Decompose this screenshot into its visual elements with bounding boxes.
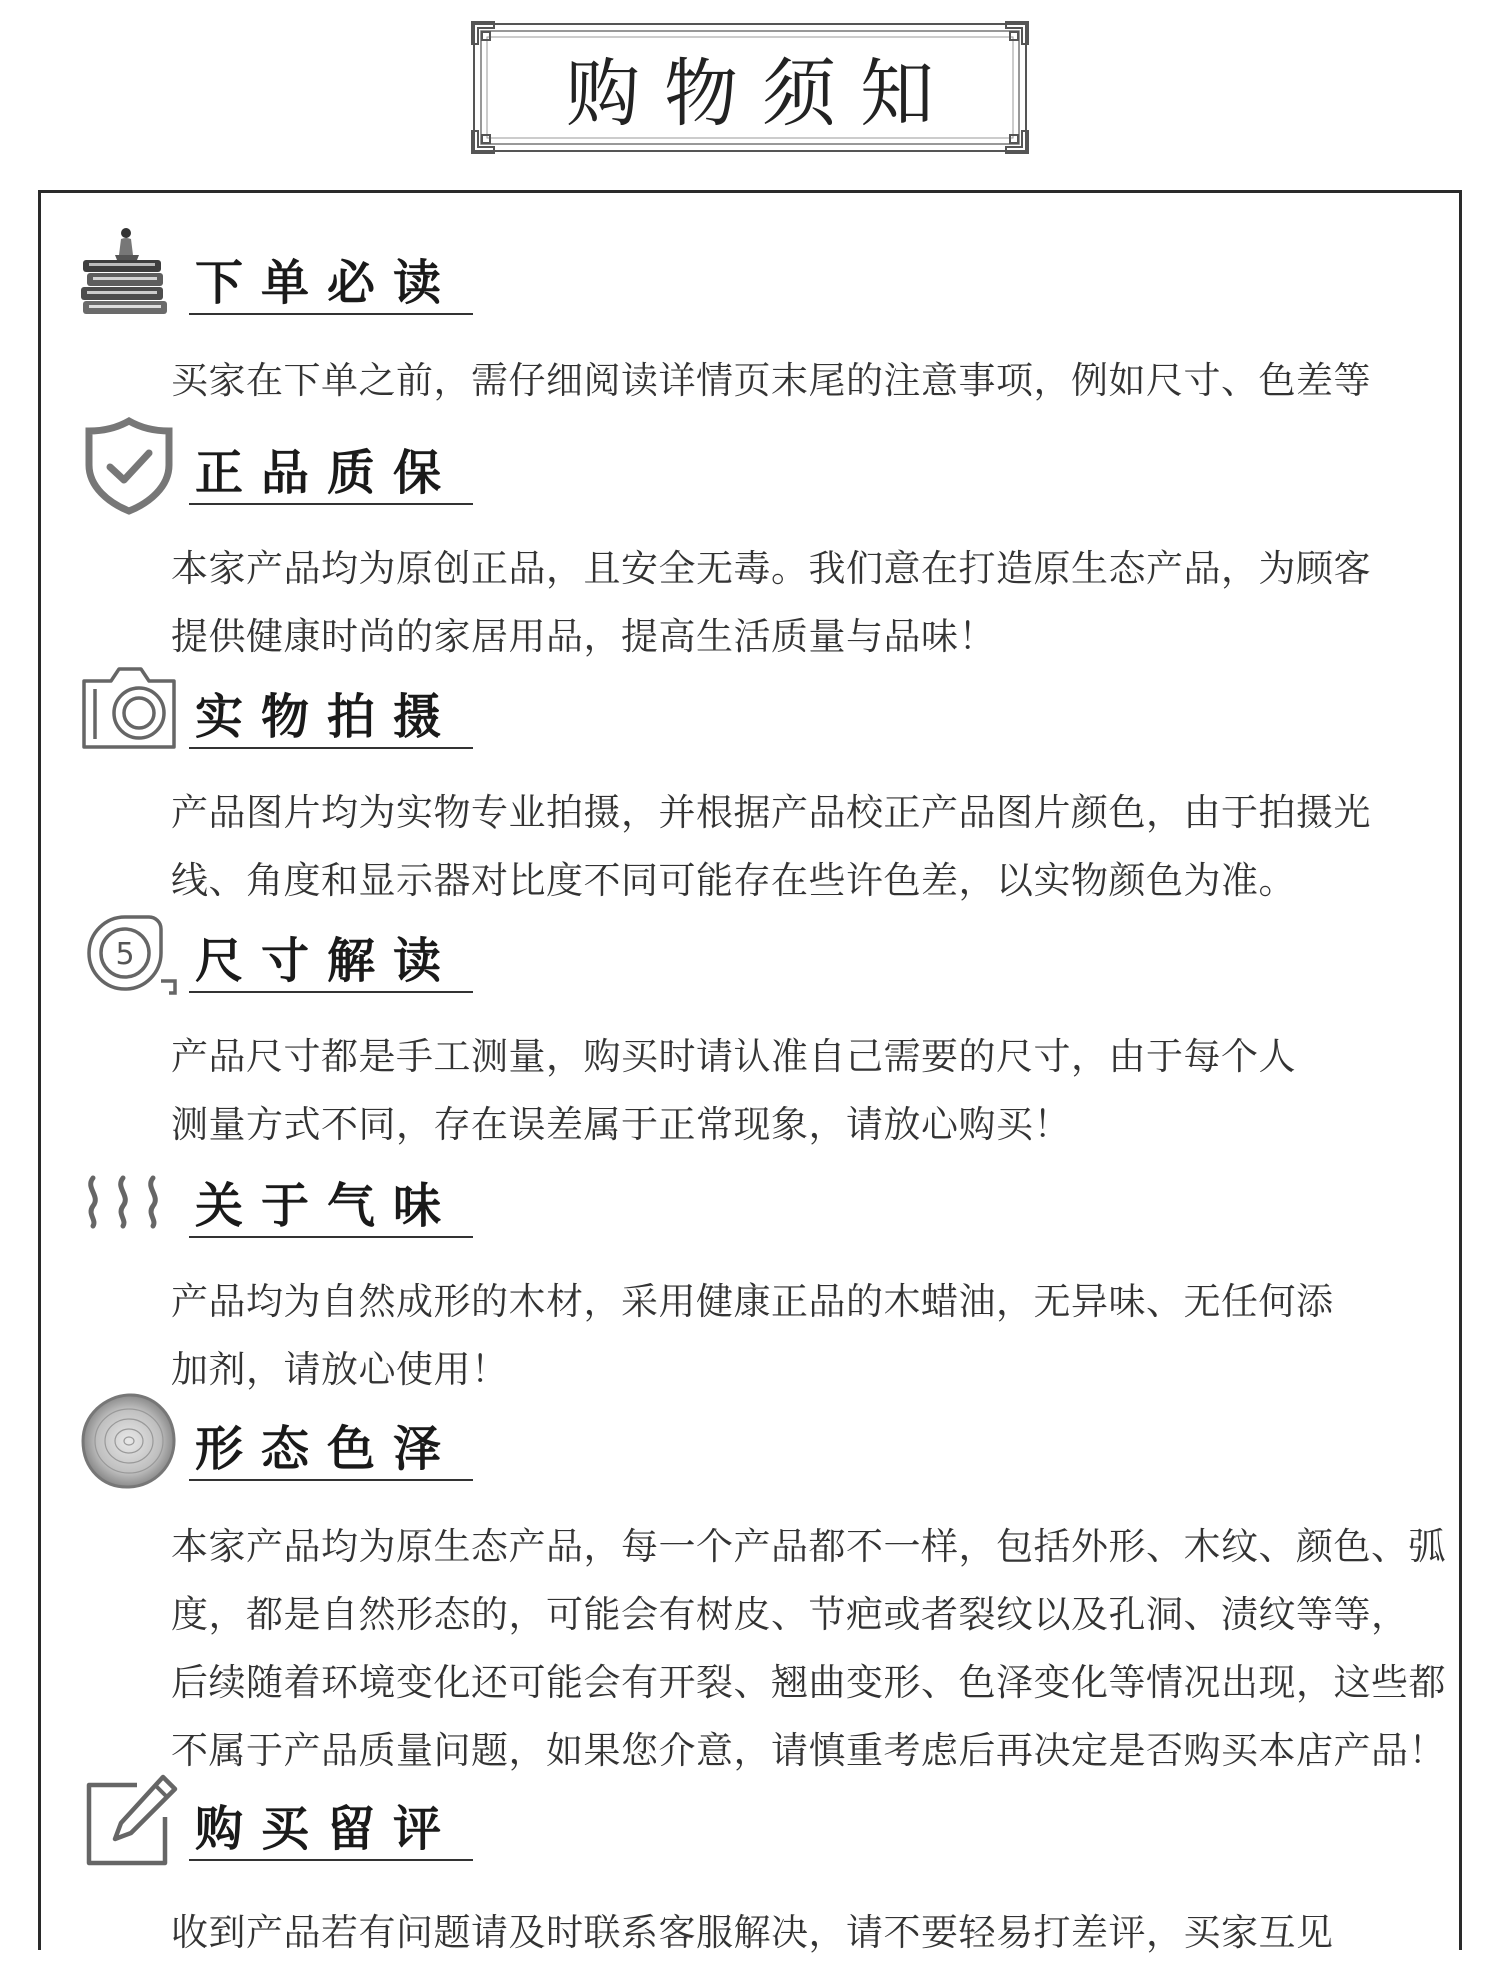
stacked-books-reader-icon [79, 225, 179, 325]
odor-waves-icon [79, 1148, 179, 1248]
section-body [171, 1268, 1471, 1404]
body-line: 产品图片均为实物专业拍摄，并根据产品校正产品图片颜色，由于拍摄光 [171, 791, 1371, 834]
tape-measure-icon [79, 903, 179, 1003]
body-line: 线、角度和显示器对比度不同可能存在些许色差，以实物颜色为准。 [171, 859, 1296, 902]
notice-panel [38, 190, 1462, 1954]
camera-icon [79, 659, 179, 759]
section-title: 正品质保 [195, 445, 460, 501]
section-title: 购买留评 [195, 1801, 460, 1857]
body-line: 测量方式不同，存在误差属于正常现象，请放心购买！ [171, 1103, 1071, 1146]
section-header [189, 1176, 473, 1238]
body-line: 加剂，请放心使用！ [171, 1348, 509, 1391]
section-title: 尺寸解读 [195, 933, 460, 989]
section-header [189, 1419, 473, 1481]
edit-pen-icon [79, 1771, 179, 1871]
body-line: 本家产品均为原创正品，且安全无毒。我们意在打造原生态产品，为顾客 [171, 547, 1371, 590]
section-title: 形态色泽 [195, 1421, 460, 1477]
section-body [171, 779, 1471, 915]
section-body [171, 535, 1471, 671]
body-line: 产品均为自然成形的木材，采用健康正品的木蜡油，无异味、无任何添 [171, 1280, 1334, 1323]
wood-slice-icon [79, 1391, 179, 1491]
section-title: 关于气味 [195, 1178, 460, 1234]
body-line: 不属于产品质量问题，如果您介意，请慎重考虑后再决定是否购买本店产品！ [171, 1729, 1446, 1772]
section-body [171, 347, 1471, 415]
body-line: 提供健康时尚的家居用品，提高生活质量与品味！ [171, 615, 996, 658]
page-title: 购物须知 [566, 50, 958, 137]
body-line: 后续随着环境变化还可能会有开裂、翘曲变形、色泽变化等情况出现，这些都 [171, 1661, 1446, 1704]
body-line: 度，都是自然形态的，可能会有树皮、节疤或者裂纹以及孔洞、渍纹等等， [171, 1593, 1409, 1636]
section-header [189, 253, 473, 315]
body-line: 产品尺寸都是手工测量，购买时请认准自己需要的尺寸，由于每个人 [171, 1035, 1296, 1078]
section-header [189, 443, 473, 505]
section-title: 实物拍摄 [195, 689, 460, 745]
section-body [171, 1023, 1471, 1159]
shield-check-icon [79, 415, 179, 515]
body-line: 收到产品若有问题请及时联系客服解决，请不要轻易打差评，买家互见 [171, 1911, 1334, 1954]
section-title: 下单必读 [195, 255, 460, 311]
page-title-frame [470, 20, 1030, 155]
body-line: 买家在下单之前，需仔细阅读详情页末尾的注意事项，例如尺寸、色差等 [171, 359, 1371, 402]
section-header [189, 1799, 473, 1861]
body-line: 本家产品均为原生态产品，每一个产品都不一样，包括外形、木纹、颜色、弧 [171, 1525, 1446, 1568]
section-header [189, 931, 473, 993]
tape-measure-label: 5 [115, 937, 135, 972]
section-header [189, 687, 473, 749]
section-body [171, 1899, 1471, 1967]
section-body [171, 1513, 1471, 1785]
